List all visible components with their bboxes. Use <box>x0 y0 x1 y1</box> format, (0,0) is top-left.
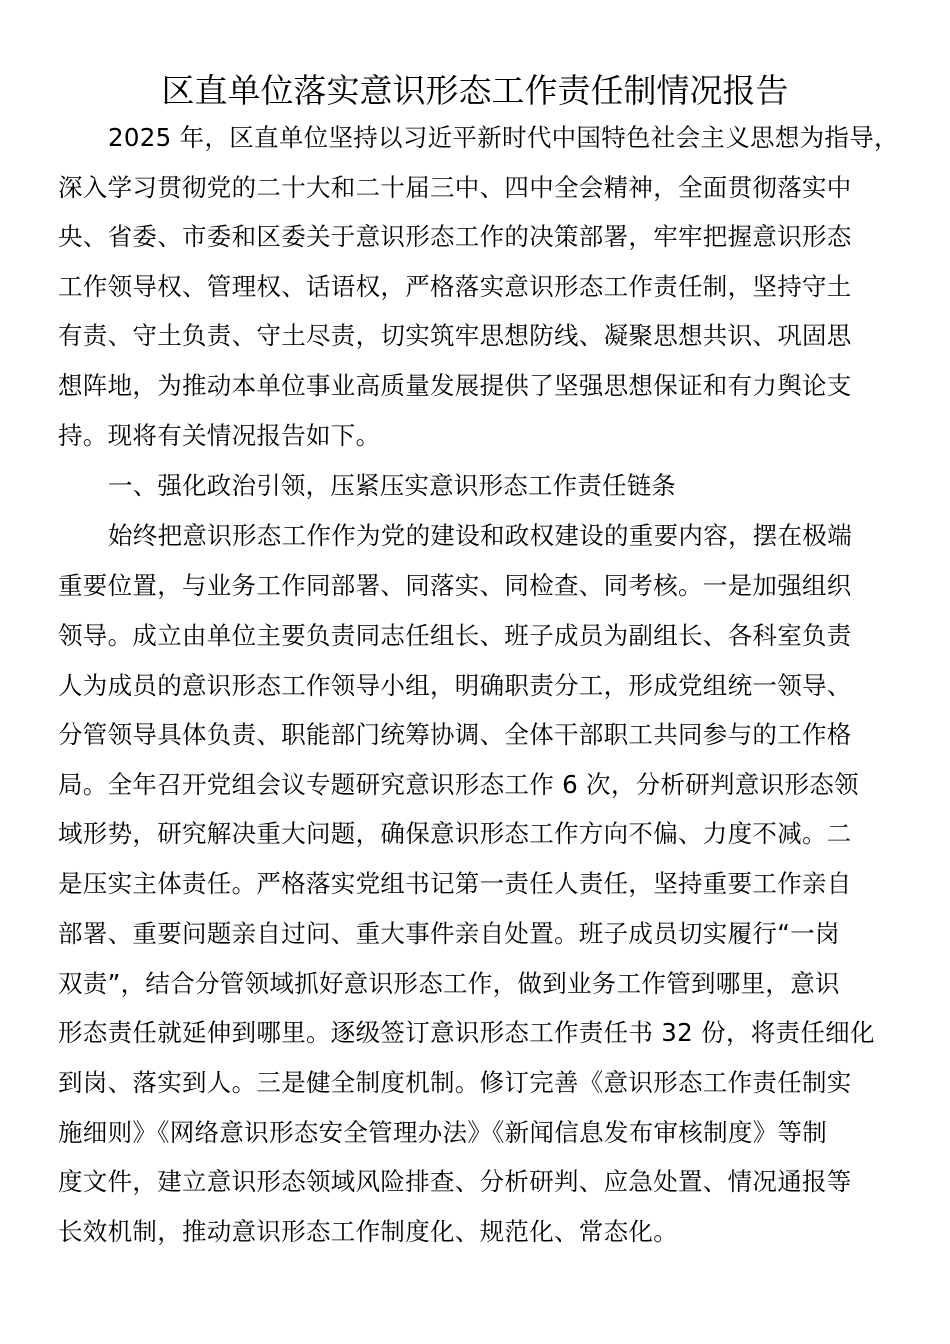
text-line: 分管领导具体负责、职能部门统筹协调、全体干部职工共同参与的工作格 <box>58 720 852 749</box>
text-line: 施细则》《网络意识形态安全管理办法》《新闻信息发布审核制度》等制 <box>58 1118 828 1147</box>
text-line: 形态责任就延伸到哪里。逐级签订意识形态工作责任书 32 份，将责任细化 <box>58 1018 875 1047</box>
text-line: 工作领导权、管理权、话语权，严格落实意识形态工作责任制，坚持守土 <box>58 272 852 301</box>
text-line: 度文件，建立意识形态领域风险排查、分析研判、应急处置、情况通报等 <box>58 1167 852 1196</box>
text-line: 人为成员的意识形态工作领导小组，明确职责分工，形成党组统一领导、 <box>58 671 852 700</box>
document-title: 区直单位落实意识形态工作责任制情况报告 <box>161 71 789 110</box>
text-line: 双责”，结合分管领域抓好意识形态工作，做到业务工作管到哪里，意识 <box>58 969 840 998</box>
text-line: 长效机制，推动意识形态工作制度化、规范化、常态化。 <box>58 1217 678 1246</box>
text-line: 局。全年召开党组会议专题研究意识形态工作 6 次，分析研判意识形态领 <box>58 770 859 799</box>
section-heading: 一、强化政治引领，压紧压实意识形态工作责任链条 <box>108 471 677 500</box>
text-line: 2025 年，区直单位坚持以习近平新时代中国特色社会主义思想为指导， <box>108 123 899 152</box>
text-line: 想阵地，为推动本单位事业高质量发展提供了坚强思想保证和有力舆论支 <box>58 371 852 400</box>
text-line: 始终把意识形态工作作为党的建设和政权建设的重要内容，摆在极端 <box>108 521 852 550</box>
text-line: 有责、守土负责、守土尽责，切实筑牢思想防线、凝聚思想共识、巩固思 <box>58 321 852 350</box>
text-line: 央、省委、市委和区委关于意识形态工作的决策部署，牢牢把握意识形态 <box>58 222 852 251</box>
text-line: 重要位置，与业务工作同部署、同落实、同检查、同考核。一是加强组织 <box>58 571 852 600</box>
text-line: 部署、重要问题亲自过问、重大事件亲自处置。班子成员切实履行“一岗 <box>58 919 840 948</box>
text-line: 到岗、落实到人。三是健全制度机制。修订完善《意识形态工作责任制实 <box>58 1068 852 1097</box>
text-line: 深入学习贯彻党的二十大和二十届三中、四中全会精神，全面贯彻落实中 <box>58 173 852 202</box>
text-line: 领导。成立由单位主要负责同志任组长、班子成员为副组长、各科室负责 <box>58 621 852 650</box>
text-line: 是压实主体责任。严格落实党组书记第一责任人责任，坚持重要工作亲自 <box>58 869 852 898</box>
text-line: 域形势，研究解决重大问题，确保意识形态工作方向不偏、力度不减。二 <box>58 819 852 848</box>
text-line: 持。现将有关情况报告如下。 <box>58 421 381 450</box>
